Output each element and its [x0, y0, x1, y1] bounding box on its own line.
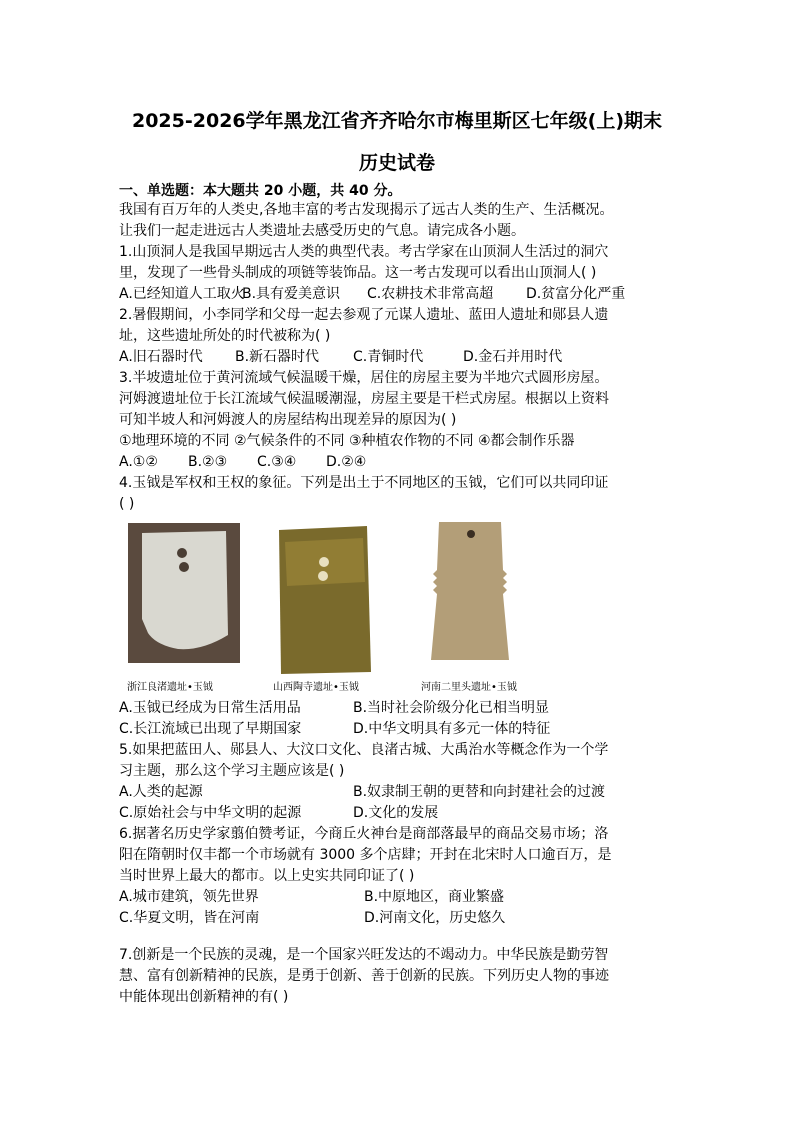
question-4-figures: [119, 520, 679, 700]
intro-line: 让我们一起走进远古人类遗址去感受历史的气息。请完成各小题。: [119, 223, 525, 239]
option-c[interactable]: C.青铜时代: [353, 349, 424, 365]
option-b[interactable]: B.当时社会阶级分化已相当明显: [353, 700, 550, 716]
question-4-line: 4.玉钺是军权和王权的象征。下列是出土于不同地区的玉钺，它们可以共同印证: [119, 475, 609, 491]
question-block-middle: [119, 698, 683, 929]
jade-axe-taosi-image: [275, 522, 373, 678]
question-1-options: [119, 284, 683, 305]
question-1-line: 里，发现了一些骨头制成的项链等装饰品。这一考古发现可以看出山顶洞人( ): [119, 265, 597, 281]
option-a[interactable]: A.①②: [119, 454, 158, 470]
jade-axe-liangzhu-image: [128, 523, 240, 663]
option-a[interactable]: A.旧石器时代: [119, 349, 203, 365]
question-5-line: 5.如果把蓝田人、郧县人、大汶口文化、良渚古城、大禹治水等概念作为一个学: [119, 742, 609, 758]
question-3-line: 河姆渡遗址位于长江流域气候温暖潮湿，房屋主要是干栏式房屋。根据以上资料: [119, 391, 609, 407]
option-d[interactable]: D.文化的发展: [353, 805, 439, 821]
question-6-line: 6.据著名历史学家翦伯赞考证，今商丘火神台是商部落最早的商品交易市场；洛: [119, 826, 609, 842]
option-a[interactable]: A.玉钺已经成为日常生活用品: [119, 700, 301, 716]
figure-caption-erlitou: 河南二里头遗址•玉钺: [421, 682, 517, 693]
question-3-line: 可知半坡人和河姆渡人的房屋结构出现差异的原因为( ): [119, 412, 457, 428]
option-c[interactable]: C.农耕技术非常高超: [367, 286, 494, 302]
option-a[interactable]: A.已经知道人工取火: [119, 286, 245, 302]
question-2-line: 2.暑假期间，小李同学和父母一起去参观了元谋人遗址、蓝田人遗址和郧县人遗: [119, 307, 609, 323]
option-c[interactable]: C.原始社会与中华文明的起源: [119, 805, 302, 821]
question-4-options-row2: [119, 719, 683, 740]
question-block-bottom: [119, 945, 683, 1008]
question-5-options-row2: [119, 803, 683, 824]
exam-title-line2: 历史试卷: [358, 152, 435, 174]
question-7-line: 慧、富有创新精神的民族，是勇于创新、善于创新的民族。下列历史人物的事迹: [119, 968, 609, 984]
question-4-line: ( ): [119, 496, 135, 512]
jade-axe-erlitou-shape: [431, 522, 509, 660]
question-6-options-row2: [119, 908, 683, 929]
jade-axe-erlitou-image: [419, 520, 523, 662]
question-1-line: 1.山顶洞人是我国早期远古人类的典型代表。考古学家在山顶洞人生活过的洞穴: [119, 244, 609, 260]
jade-axe-liangzhu-shape: [142, 531, 228, 649]
question-5-line: 习主题，那么这个学习主题应该是( ): [119, 763, 345, 779]
question-7-line: 7.创新是一个民族的灵魂，是一个国家兴旺发达的不竭动力。中华民族是勤劳智: [119, 947, 609, 963]
option-d[interactable]: D.金石并用时代: [463, 349, 563, 365]
question-2-options: [119, 347, 683, 368]
figure-caption-taosi: 山西陶寺遗址•玉钺: [273, 682, 359, 693]
option-a[interactable]: A.城市建筑，领先世界: [119, 889, 259, 905]
question-6-line: 当时世界上最大的都市。以上史实共同印证了( ): [119, 868, 415, 884]
question-2-line: 址，这些遗址所处的时代被称为( ): [119, 328, 331, 344]
option-b[interactable]: B.具有爱美意识: [242, 286, 341, 302]
question-6-line: 阳在隋朝时仅丰都一个市场就有 3000 多个店肆；开封在北宋时人口逾百万，是: [119, 847, 612, 863]
intro-line: 我国有百万年的人类史,各地丰富的考古发现揭示了远古人类的生产、生活概况。: [119, 202, 614, 218]
option-d[interactable]: D.贫富分化严重: [526, 286, 626, 302]
question-3-line: 3.半坡遗址位于黄河流域气候温暖干燥，居住的房屋主要为半地穴式圆形房屋。: [119, 370, 609, 386]
option-b[interactable]: B.奴隶制王朝的更替和向封建社会的过渡: [353, 784, 606, 800]
option-c[interactable]: C.长江流域已出现了早期国家: [119, 721, 302, 737]
question-block-top: [119, 200, 683, 515]
option-d[interactable]: D.中华文明具有多元一体的特征: [353, 721, 551, 737]
section-heading: 一、单选题：本大题共 20 小题，共 40 分。: [119, 183, 402, 199]
exam-title-line1: 2025-2026学年黑龙江省齐齐哈尔市梅里斯区七年级(上)期末: [131, 110, 663, 132]
question-3-line: ①地理环境的不同 ②气候条件的不同 ③种植农作物的不同 ④都会制作乐器: [119, 433, 575, 449]
question-6-options-row1: [119, 887, 683, 908]
figure-caption-liangzhu: 浙江良渚遗址•玉钺: [127, 682, 213, 693]
question-5-options-row1: [119, 782, 683, 803]
option-c[interactable]: C.华夏文明，皆在河南: [119, 910, 260, 926]
option-b[interactable]: B.新石器时代: [235, 349, 320, 365]
option-b[interactable]: B.中原地区，商业繁盛: [364, 889, 505, 905]
option-a[interactable]: A.人类的起源: [119, 784, 203, 800]
option-b[interactable]: B.②③: [188, 454, 228, 470]
question-3-options: [119, 452, 683, 473]
question-4-options-row1: [119, 698, 683, 719]
option-d[interactable]: D.②④: [326, 454, 367, 470]
option-d[interactable]: D.河南文化，历史悠久: [364, 910, 506, 926]
question-7-line: 中能体现出创新精神的有( ): [119, 989, 289, 1005]
option-c[interactable]: C.③④: [257, 454, 297, 470]
